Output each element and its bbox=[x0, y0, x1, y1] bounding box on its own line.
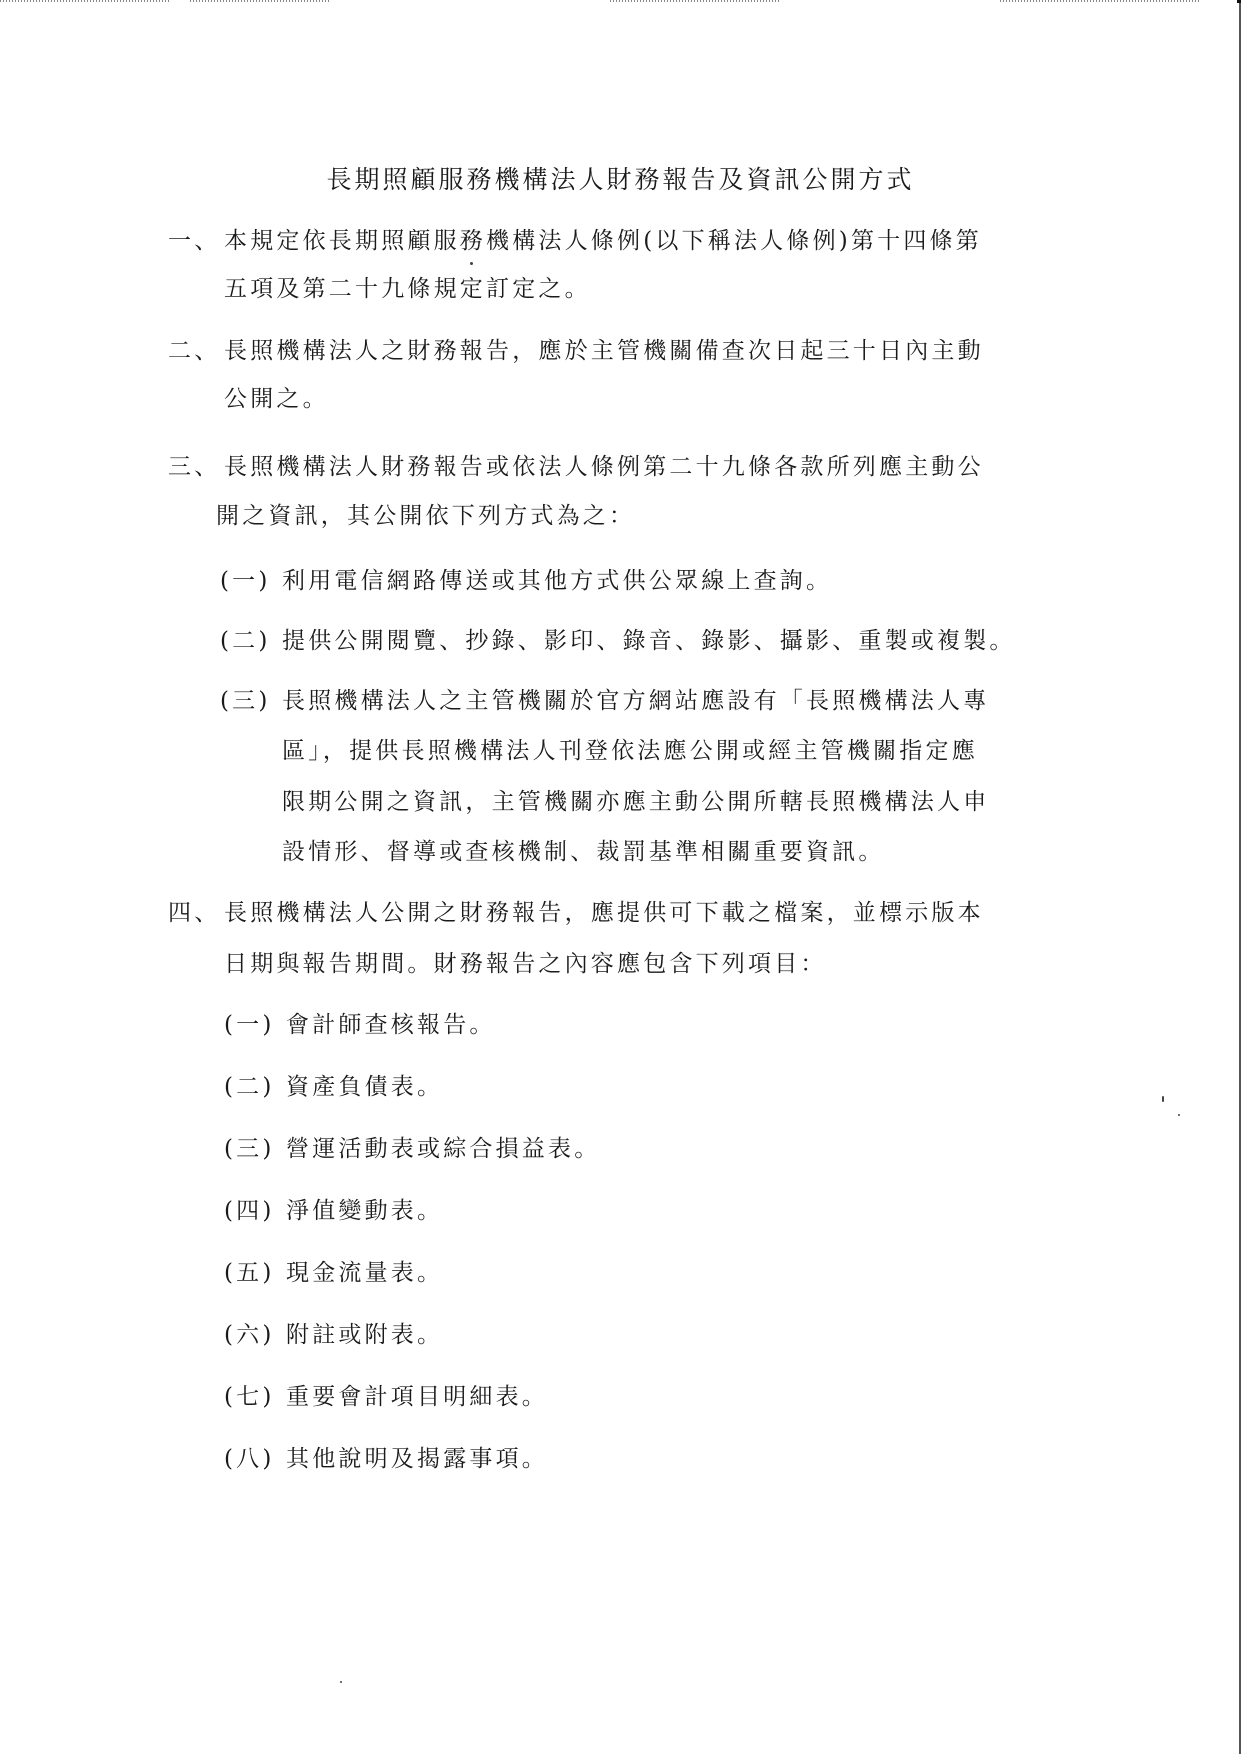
document-title: 長期照顧服務機構法人財務報告及資訊公開方式 bbox=[326, 165, 915, 194]
section-1-line-2: 五項及第二十九條規定訂定之。 bbox=[224, 276, 591, 302]
scan-speck bbox=[1162, 1096, 1164, 1102]
section-4-item-7-text: 重要會計項目明細表。 bbox=[286, 1384, 548, 1410]
section-3-item-3-line-4: 設情形、督導或查核機制、裁罰基準相關重要資訊。 bbox=[282, 839, 885, 865]
section-3-item-3-line-1: 長照機構法人之主管機關於官方網站應設有「長照機構法人專 bbox=[282, 688, 990, 714]
section-4-item-1-number: (一) bbox=[224, 1012, 275, 1038]
section-1-number: 一、 bbox=[168, 228, 221, 254]
section-3-item-1-number: (一) bbox=[220, 568, 271, 594]
section-3-item-3-number: (三) bbox=[220, 688, 271, 714]
scan-corner-mark bbox=[1237, 0, 1241, 3]
section-4-item-8-number: (八) bbox=[224, 1446, 275, 1472]
section-4-item-3-number: (三) bbox=[224, 1136, 275, 1162]
section-4-item-2-text: 資產負債表。 bbox=[286, 1074, 444, 1100]
section-4-number: 四、 bbox=[168, 900, 221, 926]
section-4-item-3-text: 營運活動表或綜合損益表。 bbox=[286, 1136, 601, 1162]
section-3-item-1-text: 利用電信網路傳送或其他方式供公眾線上查詢。 bbox=[282, 568, 833, 594]
section-1-line-1: 本規定依長期照顧服務機構法人條例(以下稱法人條例)第十四條第 bbox=[224, 228, 982, 254]
section-4-line-2: 日期與報告期間。財務報告之內容應包含下列項目： bbox=[224, 951, 827, 977]
section-3-line-2: 開之資訊，其公開依下列方式為之： bbox=[216, 503, 636, 529]
section-2-line-1: 長照機構法人之財務報告，應於主管機關備查次日起三十日內主動 bbox=[224, 338, 984, 364]
section-3-item-2-number: (二) bbox=[220, 628, 271, 654]
section-4-item-1-text: 會計師查核報告。 bbox=[286, 1012, 496, 1038]
section-3-number: 三、 bbox=[168, 454, 221, 480]
section-3-item-3-line-3: 限期公開之資訊，主管機關亦應主動公開所轄長照機構法人申 bbox=[282, 789, 990, 815]
scan-speck bbox=[470, 262, 473, 265]
section-3-item-3-line-2: 區」，提供長照機構法人刊登依法應公開或經主管機關指定應 bbox=[282, 738, 978, 764]
section-3-item-2-text: 提供公開閱覽、抄錄、影印、錄音、錄影、攝影、重製或複製。 bbox=[282, 628, 1016, 654]
section-4-item-5-text: 現金流量表。 bbox=[286, 1260, 444, 1286]
section-4-item-8-text: 其他說明及揭露事項。 bbox=[286, 1446, 548, 1472]
section-3-line-1: 長照機構法人財務報告或依法人條例第二十九條各款所列應主動公 bbox=[224, 454, 984, 480]
section-4-item-2-number: (二) bbox=[224, 1074, 275, 1100]
section-4-item-6-number: (六) bbox=[224, 1322, 275, 1348]
section-4-item-4-text: 淨值變動表。 bbox=[286, 1198, 444, 1224]
section-4-item-4-number: (四) bbox=[224, 1198, 275, 1224]
section-4-item-5-number: (五) bbox=[224, 1260, 275, 1286]
section-4-line-1: 長照機構法人公開之財務報告，應提供可下載之檔案，並標示版本 bbox=[224, 900, 984, 926]
section-2-line-2: 公開之。 bbox=[224, 386, 329, 412]
scan-speck bbox=[340, 1681, 342, 1683]
section-4-item-7-number: (七) bbox=[224, 1384, 275, 1410]
scan-edge-marks bbox=[0, 0, 1241, 4]
section-4-item-6-text: 附註或附表。 bbox=[286, 1322, 444, 1348]
scan-speck bbox=[1178, 1114, 1180, 1116]
section-2-number: 二、 bbox=[168, 338, 221, 364]
